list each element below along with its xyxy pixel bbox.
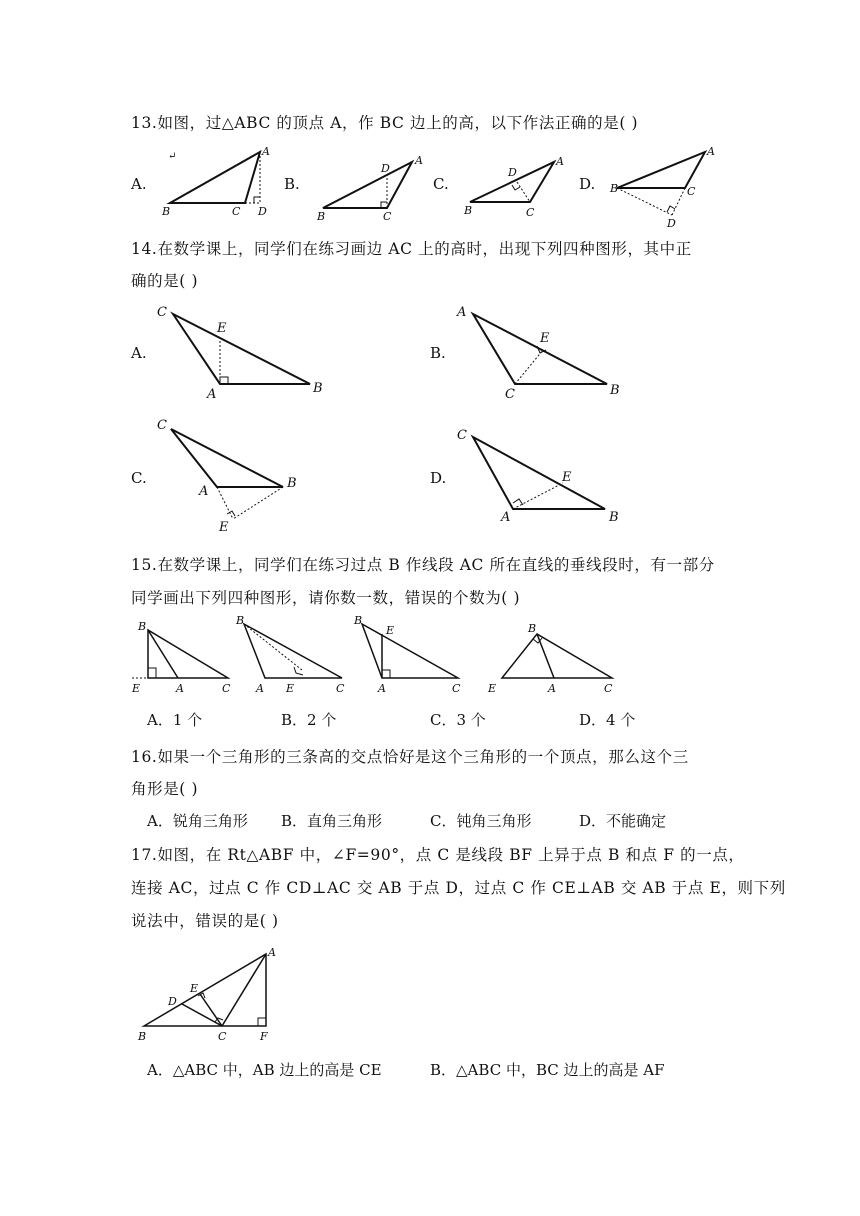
q15-option-d: D．4 个 bbox=[579, 711, 636, 729]
q14-figure-b bbox=[455, 302, 635, 402]
svg-text:E: E bbox=[219, 520, 229, 535]
svg-text:C: C bbox=[505, 387, 515, 402]
q15-option-a: A．1 个 bbox=[147, 711, 203, 729]
q15-stem-line1: 15.在数学课上，同学们在练习过点 B 作线段 AC 所在直线的垂线段时，有一部分 bbox=[131, 556, 715, 574]
q15-option-b: B．2 个 bbox=[281, 711, 337, 729]
q13-figure-d bbox=[607, 145, 727, 230]
q14-option-d-label: D. bbox=[430, 469, 447, 487]
svg-text:E: E bbox=[488, 682, 497, 695]
q13-figure-a bbox=[160, 145, 280, 220]
svg-text:E: E bbox=[132, 682, 141, 695]
svg-text:↵: ↵ bbox=[168, 151, 177, 162]
q17-stem-line1: 17.如图，在 Rt△ABF 中，∠F=90°，点 C 是线段 BF 上异于点 B 和点 F 的一点， bbox=[131, 846, 745, 864]
svg-text:C: C bbox=[383, 210, 392, 223]
svg-text:A: A bbox=[378, 682, 386, 695]
svg-text:C: C bbox=[457, 428, 467, 443]
svg-text:B: B bbox=[287, 476, 297, 491]
q14-stem-line2: 确的是( ) bbox=[131, 272, 199, 290]
q14-stem-line1: 14.在数学课上，同学们在练习画边 AC 上的高时，出现下列四种图形，其中正 bbox=[131, 240, 692, 258]
q14-option-a-label: A. bbox=[131, 344, 147, 362]
svg-text:B: B bbox=[528, 622, 537, 635]
svg-text:B: B bbox=[610, 383, 620, 398]
q17-figure bbox=[134, 942, 284, 1047]
q13-figure-b bbox=[315, 152, 425, 222]
svg-text:D: D bbox=[168, 995, 177, 1008]
svg-text:B: B bbox=[464, 204, 473, 217]
q15-figure-3 bbox=[348, 612, 468, 697]
q15-figure-1 bbox=[130, 618, 240, 698]
svg-text:B: B bbox=[354, 614, 363, 627]
svg-text:A: A bbox=[262, 145, 270, 158]
q13-option-c-label: C. bbox=[433, 175, 449, 193]
q16-option-a: A．锐角三角形 bbox=[147, 812, 248, 830]
q14-figure-a bbox=[155, 302, 335, 402]
q17-option-b: B．△ABC 中，BC 边上的高是 AF bbox=[430, 1061, 665, 1079]
svg-text:A: A bbox=[556, 155, 564, 168]
q15-figure-4 bbox=[482, 618, 622, 698]
q14-option-b-label: B. bbox=[430, 344, 446, 362]
svg-text:B: B bbox=[610, 182, 619, 195]
q14-figure-d bbox=[455, 425, 635, 525]
svg-text:D: D bbox=[667, 217, 676, 230]
q16-stem-line2: 角形是( ) bbox=[131, 780, 199, 798]
svg-text:A: A bbox=[207, 387, 217, 402]
svg-text:B: B bbox=[313, 381, 323, 396]
q17-option-a: A．△ABC 中，AB 边上的高是 CE bbox=[147, 1061, 382, 1079]
svg-text:C: C bbox=[157, 305, 167, 320]
q13-option-b-label: B. bbox=[284, 175, 300, 193]
svg-text:A: A bbox=[199, 484, 209, 499]
q13-figure-c bbox=[462, 152, 572, 222]
svg-text:C: C bbox=[157, 418, 167, 433]
svg-text:E: E bbox=[386, 624, 395, 637]
svg-text:C: C bbox=[687, 185, 696, 198]
q16-stem-line1: 16.如果一个三角形的三条高的交点恰好是这个三角形的一个顶点，那么这个三 bbox=[131, 748, 689, 766]
q15-option-c: C．3 个 bbox=[430, 711, 486, 729]
svg-text:B: B bbox=[609, 510, 619, 525]
svg-text:A: A bbox=[415, 154, 423, 167]
svg-text:E: E bbox=[217, 321, 227, 336]
svg-text:A: A bbox=[256, 682, 264, 695]
svg-text:F: F bbox=[260, 1030, 268, 1043]
q13-option-d-label: D. bbox=[579, 175, 596, 193]
svg-text:C: C bbox=[336, 682, 345, 695]
svg-text:B: B bbox=[138, 1030, 147, 1043]
svg-text:E: E bbox=[190, 982, 199, 995]
q14-figure-c bbox=[155, 415, 315, 535]
svg-text:B: B bbox=[236, 614, 245, 627]
svg-text:A: A bbox=[457, 305, 467, 320]
q13-stem: 13.如图，过△ABC 的顶点 A，作 BC 边上的高，以下作法正确的是( ) bbox=[131, 114, 639, 132]
svg-text:D: D bbox=[508, 166, 517, 179]
q13-option-a-label: A. bbox=[131, 175, 147, 193]
svg-text:C: C bbox=[218, 1030, 227, 1043]
svg-text:E: E bbox=[286, 682, 295, 695]
svg-text:B: B bbox=[138, 620, 147, 633]
svg-text:C: C bbox=[452, 682, 461, 695]
q17-stem-line3: 说法中，错误的是( ) bbox=[131, 912, 279, 930]
q17-stem-line2: 连接 AC，过点 C 作 CD⊥AC 交 AB 于点 D，过点 C 作 CE⊥AB 交 AB 于点 E，则下列 bbox=[131, 879, 786, 897]
svg-text:E: E bbox=[540, 331, 550, 346]
svg-text:B: B bbox=[162, 205, 171, 218]
q16-option-b: B．直角三角形 bbox=[281, 812, 383, 830]
svg-text:A: A bbox=[176, 682, 184, 695]
q15-stem-line2: 同学画出下列四种图形，请你数一数，错误的个数为( ) bbox=[131, 589, 521, 607]
svg-text:A: A bbox=[268, 946, 276, 959]
svg-text:A: A bbox=[548, 682, 556, 695]
svg-text:E: E bbox=[562, 470, 572, 485]
svg-text:C: C bbox=[232, 205, 241, 218]
svg-text:B: B bbox=[317, 210, 326, 223]
svg-text:C: C bbox=[222, 682, 231, 695]
q14-option-c-label: C. bbox=[131, 469, 147, 487]
q16-option-d: D．不能确定 bbox=[579, 812, 667, 830]
svg-text:A: A bbox=[707, 145, 715, 158]
svg-text:D: D bbox=[258, 205, 267, 218]
svg-text:C: C bbox=[526, 206, 535, 219]
q16-option-c: C．钝角三角形 bbox=[430, 812, 532, 830]
svg-text:A: A bbox=[501, 510, 511, 525]
svg-text:C: C bbox=[604, 682, 613, 695]
svg-text:D: D bbox=[381, 162, 390, 175]
q15-figure-2 bbox=[230, 612, 355, 697]
